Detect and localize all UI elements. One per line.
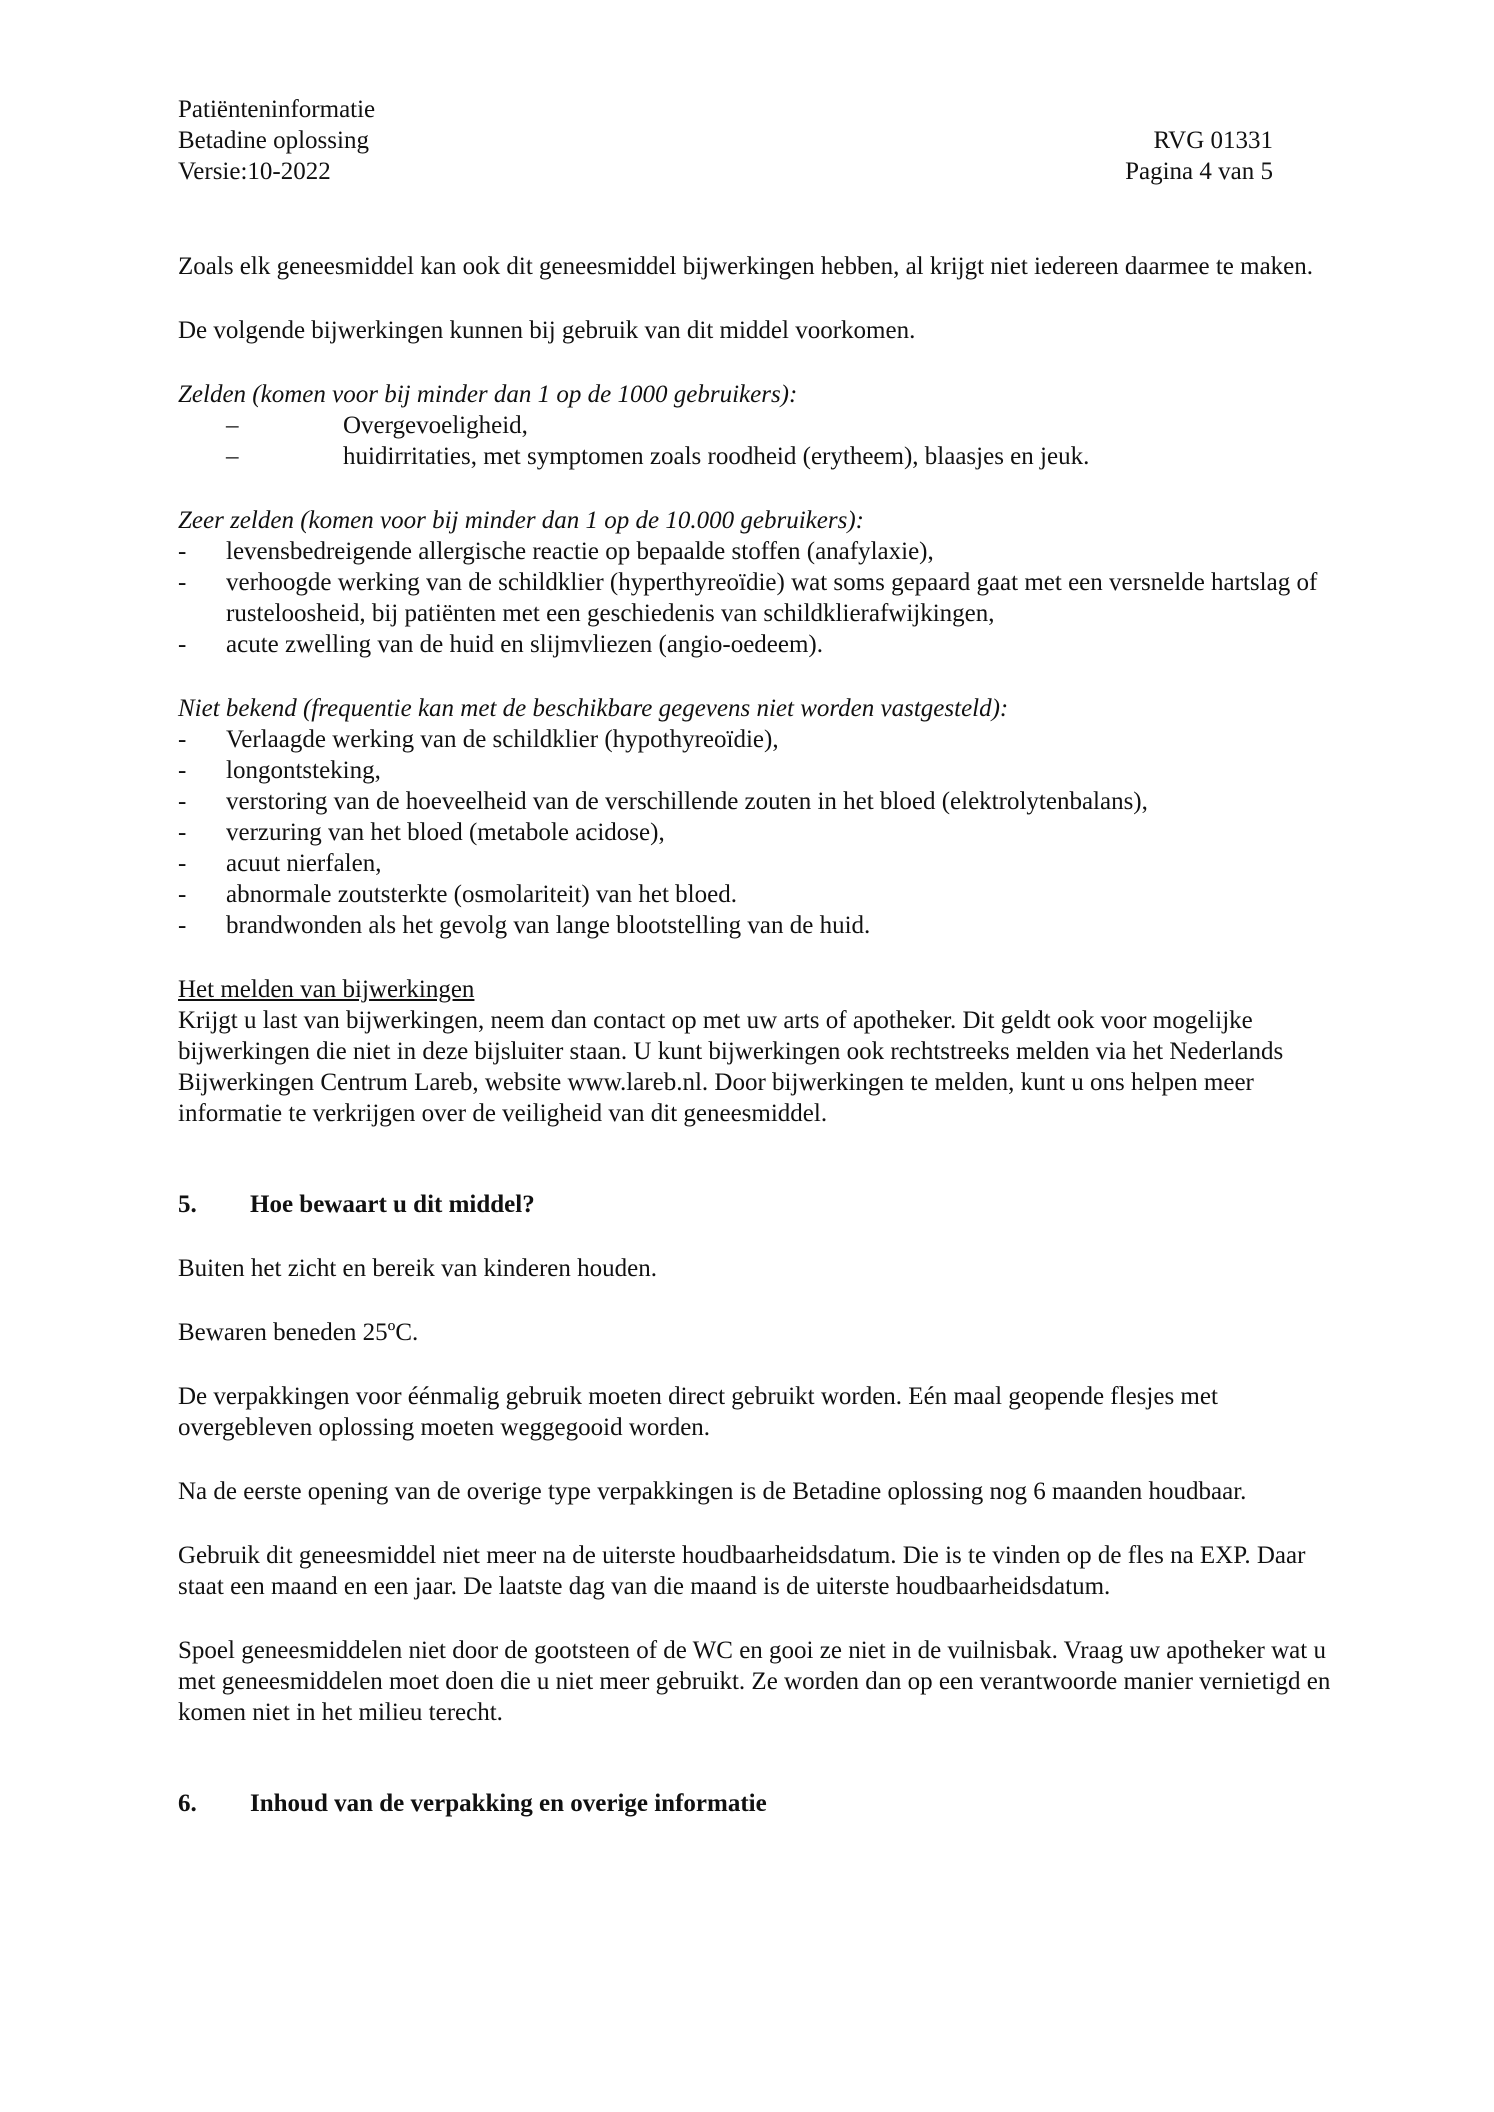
list-item [178, 848, 1334, 879]
list-item [178, 786, 1334, 817]
section-5-heading [178, 1189, 1334, 1220]
list-item [178, 724, 1334, 755]
storage-paragraph-2: Bewaren beneden 25ºC. [178, 1319, 419, 1346]
list-item-text: verhoogde werking van de schildklier (hyperthyreoïdie) wat soms gepaard gaat met een versnelde hartslag of rusteloosheid, bij patiënten met een geschiedenis van schildklierafwijkingen, [226, 569, 1318, 627]
list-marker: - [178, 819, 187, 846]
list-item [178, 441, 1334, 472]
list-item [178, 629, 1334, 660]
storage-paragraph-4: Na de eerste opening van de overige type verpakkingen is de Betadine oplossing nog 6 maanden houdbaar. [178, 1478, 1247, 1505]
list-item [178, 536, 1334, 567]
list-marker: - [178, 631, 187, 658]
very-rare-list [178, 536, 1334, 660]
list-item [178, 755, 1334, 786]
header-doc-type: Patiënteninformatie [178, 96, 376, 123]
list-item-text: verzuring van het bloed (metabole acidose), [226, 819, 665, 846]
header-product: Betadine oplossing [178, 127, 369, 154]
unknown-heading: Niet bekend (frequentie kan met de beschikbare gegevens niet worden vastgesteld): [178, 695, 1009, 722]
list-marker: - [178, 788, 187, 815]
section-number: 5. [178, 1191, 197, 1218]
list-marker: – [226, 443, 239, 470]
list-marker: - [178, 757, 187, 784]
unknown-list [178, 724, 1334, 941]
list-marker: - [178, 850, 187, 877]
list-item [178, 879, 1334, 910]
list-item-text: verstoring van de hoeveelheid van de verschillende zouten in het bloed (elektrolytenbalans), [226, 788, 1148, 815]
intro-paragraph-1: Zoals elk geneesmiddel kan ook dit geneesmiddel bijwerkingen hebben, al krijgt niet iedereen daarmee te maken. [178, 253, 1314, 280]
storage-paragraph-1: Buiten het zicht en bereik van kinderen houden. [178, 1255, 658, 1282]
section-6-heading [178, 1788, 1334, 1819]
reporting-section [178, 974, 1334, 1129]
list-item [178, 910, 1334, 941]
very-rare-heading: Zeer zelden (komen voor bij minder dan 1 op de 10.000 gebruikers): [178, 507, 864, 534]
list-marker: - [178, 726, 187, 753]
storage-paragraph-6: Spoel geneesmiddelen niet door de gootsteen of de WC en gooi ze niet in de vuilnisbak. Vraag uw apotheker wat u met geneesmiddelen moet doen die u niet meer gebruikt. Ze worden dan op een verantwoorde manier vernietigd en komen niet in het milieu terecht. [178, 1637, 1331, 1726]
header-rvg: RVG 01331 [1153, 127, 1273, 154]
header-left [178, 94, 375, 187]
list-item [178, 567, 1334, 629]
list-marker: - [178, 881, 187, 908]
rare-list [178, 410, 1334, 472]
header-page-number: Pagina 4 van 5 [1125, 158, 1273, 185]
header-version: Versie:10-2022 [178, 158, 331, 185]
list-marker: - [178, 912, 187, 939]
list-item-text: brandwonden als het gevolg van lange blootstelling van de huid. [226, 912, 871, 939]
storage-paragraph-5: Gebruik dit geneesmiddel niet meer na de uiterste houdbaarheidsdatum. Die is te vinden op de fles na EXP. Daar staat een maand en een jaar. De laatste dag van die maand is de uiterste houdbaarheidsdatum. [178, 1542, 1306, 1600]
list-item-text: Overgevoeligheid, [343, 412, 528, 439]
rare-heading: Zelden (komen voor bij minder dan 1 op de 1000 gebruikers): [178, 381, 798, 408]
page-header [178, 94, 1273, 187]
section-number: 6. [178, 1790, 197, 1817]
intro-paragraph-2: De volgende bijwerkingen kunnen bij gebruik van dit middel voorkomen. [178, 317, 916, 344]
reporting-heading: Het melden van bijwerkingen [178, 976, 475, 1003]
list-item-text: huidirritaties, met symptomen zoals roodheid (erytheem), blaasjes en jeuk. [343, 443, 1090, 470]
section-title: Hoe bewaart u dit middel? [250, 1191, 535, 1218]
list-item-text: longontsteking, [226, 757, 381, 784]
storage-paragraph-3: De verpakkingen voor éénmalig gebruik moeten direct gebruikt worden. Eén maal geopende flesjes met overgebleven oplossing moeten weggegooid worden. [178, 1383, 1218, 1441]
very-rare-side-effects [178, 505, 1334, 660]
list-marker: - [178, 538, 187, 565]
rare-side-effects [178, 379, 1334, 472]
list-item [178, 410, 1334, 441]
list-item [178, 817, 1334, 848]
list-marker: - [178, 569, 187, 596]
list-item-text: abnormale zoutsterkte (osmolariteit) van het bloed. [226, 881, 737, 908]
list-item-text: acuut nierfalen, [226, 850, 382, 877]
reporting-body: Krijgt u last van bijwerkingen, neem dan contact op met uw arts of apotheker. Dit geldt ook voor mogelijke bijwerkingen die niet in deze bijsluiter staan. U kunt bijwerkingen ook rechtstreeks melden via het Nederlands Bijwerkingen Centrum Lareb, website www.lareb.nl. Door bijwerkingen te melden, kunt u ons helpen meer informatie te verkrijgen over de veiligheid van dit geneesmiddel. [178, 1007, 1284, 1127]
list-item-text: Verlaagde werking van de schildklier (hypothyreoïdie), [226, 726, 779, 753]
header-right [1125, 94, 1273, 187]
list-item-text: acute zwelling van de huid en slijmvliezen (angio-oedeem). [226, 631, 823, 658]
list-item-text: levensbedreigende allergische reactie op bepaalde stoffen (anafylaxie), [226, 538, 934, 565]
section-title: Inhoud van de verpakking en overige informatie [250, 1790, 767, 1817]
list-marker: – [226, 412, 239, 439]
unknown-frequency-side-effects [178, 693, 1334, 941]
